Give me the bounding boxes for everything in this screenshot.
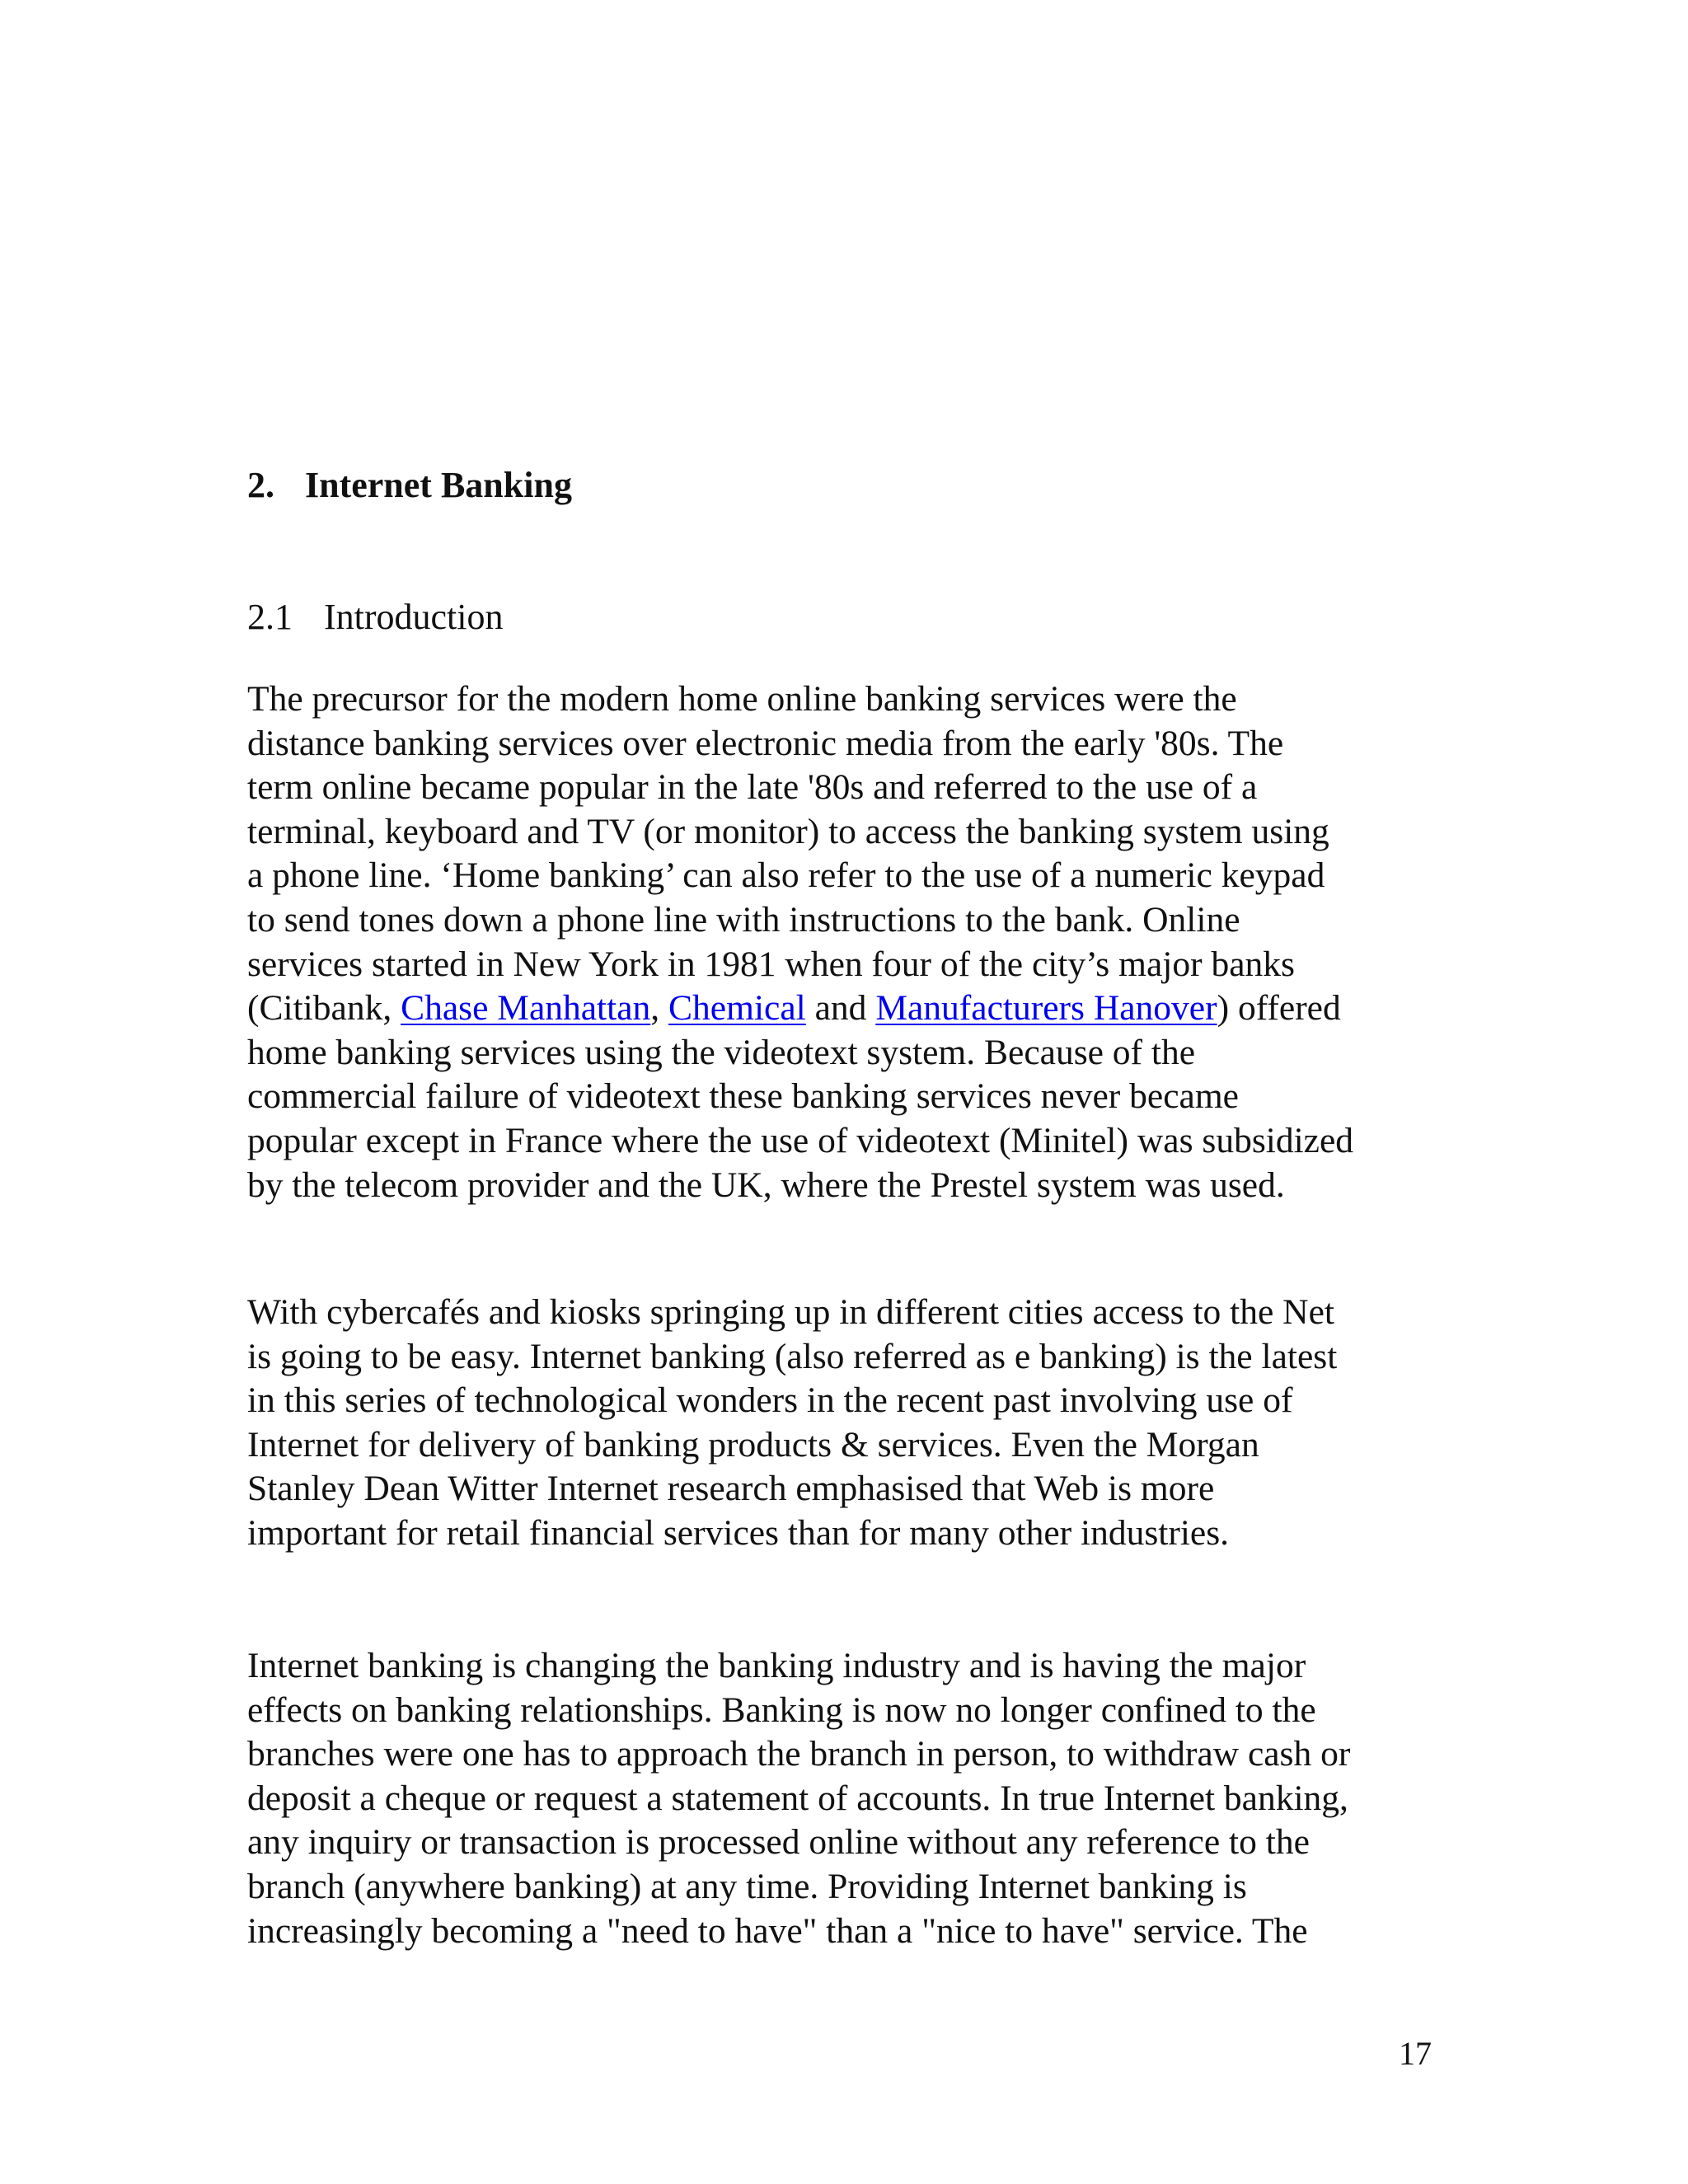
subsection-title: Introduction [324, 597, 504, 637]
text-line: distance banking services over electronic media from the early '80s. The [247, 723, 1284, 763]
link-chemical[interactable]: Chemical [668, 988, 806, 1029]
text-fragment: , [650, 988, 669, 1029]
text-line: Internet for delivery of banking products & services. Even the Morgan [247, 1424, 1259, 1465]
text-line: to send tones down a phone line with instructions to the bank. Online [247, 899, 1240, 940]
paragraph-industry-change [247, 1644, 1350, 1953]
section-title: Internet Banking [305, 465, 572, 505]
text-line: terminal, keyboard and TV (or monitor) to access the banking system using [247, 811, 1329, 851]
text-line: Stanley Dean Witter Internet research emphasised that Web is more [247, 1469, 1215, 1509]
paragraph-history [247, 677, 1353, 1207]
text-line: Internet banking is changing the banking industry and is having the major [247, 1646, 1306, 1685]
text-fragment: (Citibank, [247, 988, 401, 1029]
text-line: increasingly becoming a "need to have" than a "nice to have" service. The [247, 1910, 1308, 1951]
text-line: deposit a cheque or request a statement of accounts. In true Internet banking, [247, 1778, 1348, 1818]
page-number: 17 [1399, 2035, 1432, 2072]
text-line: The precursor for the modern home online banking services were the [247, 679, 1237, 719]
text-line: effects on banking relationships. Banking is now no longer confined to the [247, 1690, 1316, 1730]
link-chase-manhattan[interactable]: Chase Manhattan [401, 988, 651, 1029]
link-manufacturers-hanover[interactable]: Manufacturers Hanover [875, 988, 1217, 1029]
text-line: branches were one has to approach the branch in person, to withdraw cash or [247, 1734, 1351, 1774]
text-line: by the telecom provider and the UK, where the Prestel system was used. [247, 1165, 1285, 1205]
section-number: 2. [247, 465, 274, 505]
subsection-heading [247, 595, 504, 640]
text-line: term online became popular in the late '80s and referred to the use of a [247, 767, 1258, 808]
text-line: commercial failure of videotext these banking services never became [247, 1076, 1239, 1117]
text-line-with-links [247, 987, 1353, 1031]
subsection-number: 2.1 [247, 597, 293, 637]
text-line: important for retail financial services than for many other industries. [247, 1512, 1230, 1553]
text-line: services started in New York in 1981 when four of the city’s major banks [247, 944, 1295, 984]
text-line: home banking services using the videotext system. Because of the [247, 1032, 1196, 1072]
text-line: any inquiry or transaction is processed online without any reference to the [247, 1822, 1310, 1863]
text-line: popular except in France where the use of videotext (Minitel) was subsidized [247, 1120, 1354, 1160]
section-heading [247, 463, 572, 508]
text-fragment: and [805, 988, 876, 1029]
text-fragment: ) offered [1217, 988, 1341, 1029]
text-line: in this series of technological wonders in the recent past involving use of [247, 1380, 1293, 1421]
text-line: With cybercafés and kiosks springing up in different cities access to the Net [247, 1292, 1334, 1332]
text-line: is going to be easy. Internet banking (also referred as e banking) is the latest [247, 1336, 1338, 1376]
paragraph-cybercafes [247, 1291, 1337, 1556]
text-line: a phone line. ‘Home banking’ can also refer to the use of a numeric keypad [247, 855, 1325, 896]
text-line: branch (anywhere banking) at any time. Providing Internet banking is [247, 1866, 1247, 1906]
